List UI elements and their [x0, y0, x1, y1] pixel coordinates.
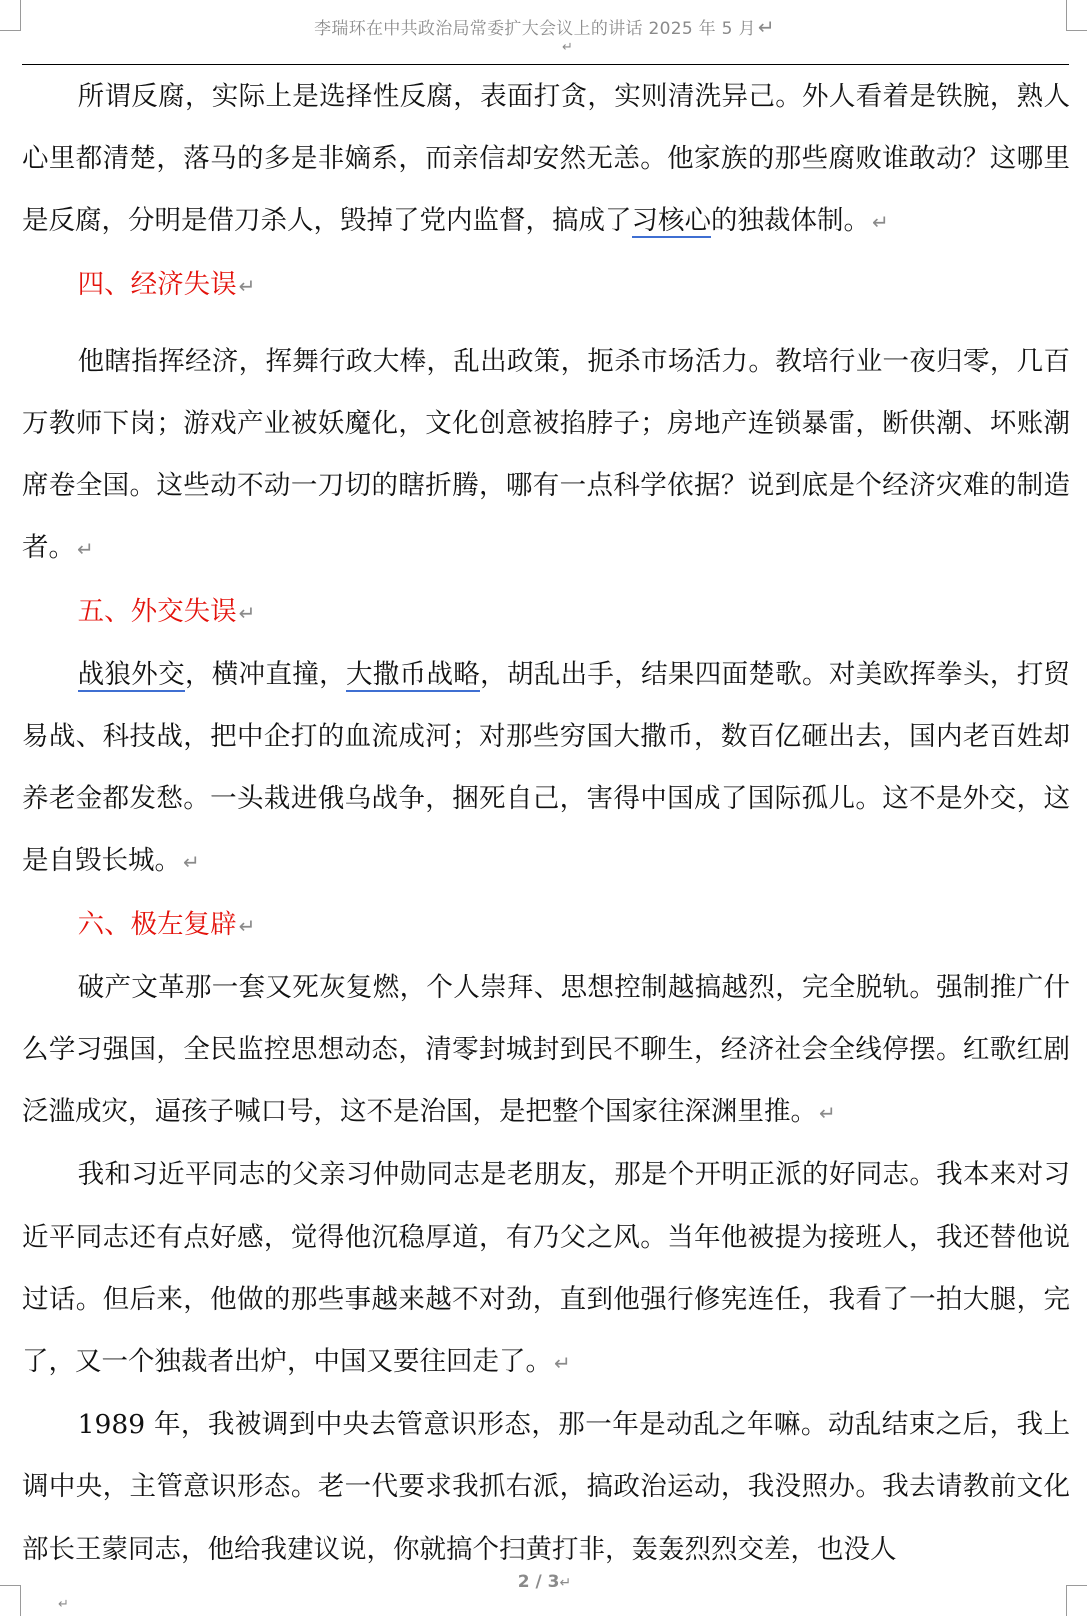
text-run: 我和习近平同志的父亲习仲勋同志是老朋友，那是个开明正派的好同志。我本来对习近平同志还有点好感，觉得他沉稳厚道，有乃父之风。当年他被提为接班人，我还替他说过话。但后来，他做的那些事越来越不对劲，直到他强行修宪连任，我看了一拍大腿，完了，又一个独裁者出炉，中国又要往回走了。	[22, 1159, 1070, 1378]
underlined-term: 战狼外交	[77, 658, 185, 690]
paragraph-mark-icon: ↵	[58, 1597, 69, 1612]
body-paragraph	[22, 957, 1070, 1145]
page-number-separator: /	[535, 1572, 542, 1592]
section-heading	[22, 254, 1070, 317]
text-run: 六、极左复辟	[77, 908, 237, 940]
page-header	[0, 14, 1089, 39]
paragraph-mark-icon: ↵	[554, 1351, 571, 1376]
text-run: ，横冲直撞，	[184, 658, 346, 690]
underlined-term: 大撒币战略	[345, 658, 481, 690]
section-heading	[22, 581, 1070, 644]
paragraph-mark-icon: ↵	[238, 913, 256, 938]
paragraph-mark-icon: ↵	[872, 210, 889, 235]
paragraph-mark-icon: ↵	[757, 15, 775, 39]
text-run: 四、经济失误	[77, 268, 237, 300]
section-heading	[22, 894, 1070, 957]
document-body	[22, 66, 1070, 1581]
text-run: 所谓反腐，实际上是选择性反腐，表面打贪，实则清洗异己。外人看着是铁腕，熟人心里都清楚，落马的多是非嫡系，而亲信却安然无恙。他家族的那些腐败谁敢动？这哪里是反腐，分明是借刀杀人，毁掉了党内监督，搞成了	[22, 81, 1070, 237]
header-rule	[22, 64, 1069, 65]
text-run: 五、外交失误	[77, 595, 237, 627]
paragraph-mark-icon: ↵	[559, 1575, 572, 1591]
body-paragraph	[22, 66, 1070, 254]
paragraph-mark-icon: ↵	[77, 537, 94, 562]
text-run: 1989 年，我被调到中央去管意识形态，那一年是动乱之年嘛。动乱结束之后，我上调中央，主管意识形态。老一代要求我抓右派，搞政治运动，我没照办。我去请教前文化部长王蒙同志，他给我建议说，你就搞个扫黄打非，轰轰烈烈交差，也没人	[22, 1409, 1070, 1565]
body-paragraph	[22, 1144, 1070, 1394]
text-run: ，胡乱出手，结果四面楚歌。对美欧挥拳头，打贸易战、科技战，把中企打的血流成河；对那些穷国大撒币，数百亿砸出去，国内老百姓却养老金都发愁。一头栽进俄乌战争，捆死自己，害得中国成了国际孤儿。这不是外交，这是自毁长城。	[22, 658, 1071, 877]
paragraph-mark-icon: ↵	[562, 40, 573, 55]
paragraph-mark-icon: ↵	[183, 850, 200, 875]
body-paragraph	[22, 1394, 1070, 1581]
text-run: 破产文革那一套又死灰复燃，个人崇拜、思想控制越搞越烈，完全脱轨。强制推广什么学习强国，全民监控思想动态，清零封城封到民不聊生，经济社会全线停摆。红歌红剧泛滥成灾，逼孩子喊口号，这不是治国，是把整个国家往深渊里推。	[22, 971, 1070, 1128]
paragraph-mark-icon: ↵	[238, 600, 256, 625]
text-run: 的独裁体制。	[711, 205, 870, 237]
body-paragraph	[22, 644, 1070, 894]
page-number-current: 2	[517, 1572, 530, 1592]
body-paragraph	[22, 331, 1070, 581]
header-title: 李瑞环在中共政治局常委扩大会议上的讲话 2025 年 5 月	[314, 19, 756, 39]
paragraph-mark-icon: ↵	[819, 1101, 836, 1126]
page-number-total: 3	[547, 1572, 560, 1592]
page-footer	[0, 1572, 1089, 1592]
paragraph-mark-icon: ↵	[238, 273, 256, 298]
text-run: 他瞎指挥经济，挥舞行政大棒，乱出政策，扼杀市场活力。教培行业一夜归零，几百万教师下岗；游戏产业被妖魔化，文化创意被掐脖子；房地产连锁暴雷，断供潮、坏账潮席卷全国。这些动不动一刀切的瞎折腾，哪有一点科学依据？说到底是个经济灾难的制造者。	[22, 345, 1070, 564]
underlined-term: 习核心	[631, 205, 711, 237]
